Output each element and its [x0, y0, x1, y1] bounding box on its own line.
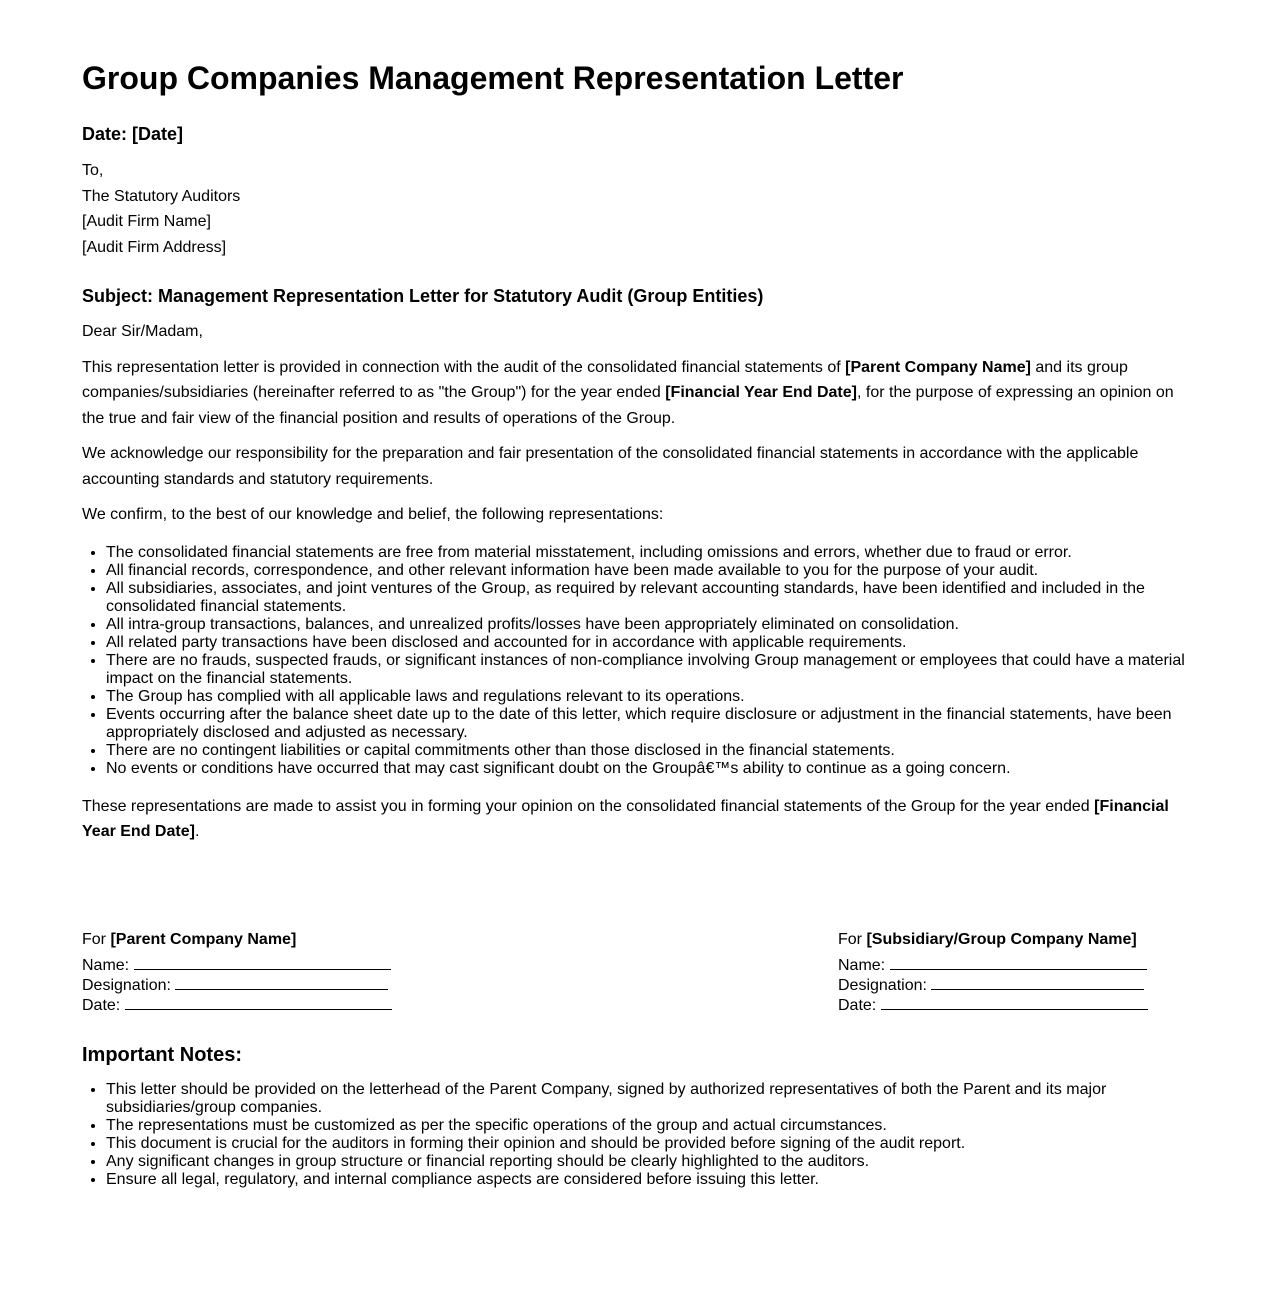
entity-name: [Subsidiary/Group Company Name]: [866, 930, 1137, 948]
list-item: • Ensure all legal, regulatory, and internal compliance aspects are considered before issuing this letter.: [106, 1171, 1188, 1189]
list-item: • Any significant changes in group structure or financial reporting should be clearly highlighted to the auditors.: [106, 1153, 1188, 1171]
list-item: • The representations must be customized as per the specific operations of the group and actual circumstances.: [106, 1117, 1188, 1135]
signature-block-subsidiary: [838, 931, 1148, 1015]
signature-for: [838, 931, 1148, 949]
name-line: [134, 955, 391, 970]
for-prefix: For: [82, 930, 111, 948]
list-item: • Events occurring after the balance sheet date up to the date of this letter, which require disclosure or adjustment in the financial statements, have been appropriately disclosed and adjusted as necessary.: [106, 706, 1188, 742]
important-notes: [82, 1043, 1188, 1189]
page-title: Group Companies Management Representation Letter: [82, 60, 904, 96]
date-sign-line: [125, 995, 392, 1010]
list-item: • This document is crucial for the auditors in forming their opinion and should be provided before signing of the audit report.: [106, 1135, 1188, 1153]
list-item: • All related party transactions have been disclosed and accounted for in accordance with applicable requirements.: [106, 634, 1188, 652]
list-item: • The consolidated financial statements are free from material misstatement, including omissions and errors, whether due to fraud or error.: [106, 544, 1188, 562]
list-item: • All financial records, correspondence, and other relevant information have been made available to you for the purpose of your audit.: [106, 562, 1188, 580]
acknowledgement-paragraph: We acknowledge our responsibility for the preparation and fair presentation of the consolidated financial statements in accordance with the applicable accounting standards and statutory requirements.: [82, 445, 1139, 488]
list-item: • This letter should be provided on the letterhead of the Parent Company, signed by authorized representatives of both the Parent and its major subsidiaries/group companies.: [106, 1081, 1188, 1117]
intro-text: , for the purpose of expressing an opinion on the true and fair view of the financial position and results of operations of the Group.: [82, 384, 1174, 427]
for-prefix: For: [838, 930, 867, 948]
signature-for: [82, 931, 392, 949]
closing-text: These representations are made to assist you in forming your opinion on the consolidated financial statements of the Group for the year ended: [82, 797, 1095, 815]
list-item: • There are no contingent liabilities or capital commitments other than those disclosed in the financial statements.: [106, 742, 1188, 760]
year-end-placeholder: [Financial Year End Date]: [82, 797, 1169, 840]
designation-line: [175, 975, 388, 990]
list-item: • No events or conditions have occurred that may cast significant doubt on the Groupâ€™s ability to continue as a going concern.: [106, 760, 1188, 778]
date-label: Date:: [838, 996, 877, 1014]
address-line: [Audit Firm Address]: [82, 238, 227, 256]
name-label: Name:: [838, 956, 886, 974]
name-row: [82, 955, 392, 975]
designation-label: Designation:: [82, 976, 171, 994]
parent-company-placeholder: [Parent Company Name]: [845, 358, 1031, 376]
address-line: To,: [82, 162, 104, 179]
notes-heading: Important Notes:: [82, 1043, 242, 1066]
list-item: • All intra-group transactions, balances, and unrealized profits/losses have been appropriately eliminated on consolidation.: [106, 616, 1188, 634]
address-line: [Audit Firm Name]: [82, 213, 211, 230]
list-item: • There are no frauds, suspected frauds, or significant instances of non-compliance involving Group management or employees that could have a material impact on the financial statements.: [106, 652, 1188, 688]
subject-line: Subject: Management Representation Letter for Statutory Audit (Group Entities): [82, 286, 764, 306]
notes-list: [82, 1081, 1188, 1189]
closing-end: .: [194, 823, 200, 840]
intro-paragraph: [82, 355, 1188, 432]
year-end-placeholder: [Financial Year End Date]: [665, 384, 857, 401]
date-line: Date: [Date]: [82, 124, 184, 144]
intro-text: This representation letter is provided in connection with the audit of the consolidated financial statements of: [82, 358, 846, 376]
address-line: The Statutory Auditors: [82, 187, 241, 205]
date-sign-line: [881, 995, 1148, 1010]
confirm-paragraph: We confirm, to the best of our knowledge and belief, the following representations:: [82, 506, 664, 523]
list-item: • The Group has complied with all applicable laws and regulations relevant to its operations.: [106, 688, 1188, 706]
salutation: Dear Sir/Madam,: [82, 323, 203, 340]
date-label: Date:: [82, 996, 121, 1014]
name-label: Name:: [82, 956, 130, 974]
closing-paragraph: [82, 794, 1188, 845]
signature-block-parent: [82, 931, 392, 1015]
date-row: [838, 995, 1148, 1015]
entity-name: [Parent Company Name]: [110, 930, 297, 948]
designation-line: [931, 975, 1144, 990]
designation-row: [838, 975, 1148, 995]
name-line: [890, 955, 1147, 970]
name-row: [838, 955, 1148, 975]
designation-row: [82, 975, 392, 995]
signature-section: [82, 931, 1188, 1031]
intro-text: and its group companies/subsidiaries (hereinafter referred to as "the Group") for the year ended: [82, 358, 1128, 401]
recipient-address: [82, 158, 1188, 260]
date-row: [82, 995, 392, 1015]
representations-list: [82, 544, 1188, 778]
list-item: • All subsidiaries, associates, and joint ventures of the Group, as required by relevant accounting standards, have been identified and included in the consolidated financial statements.: [106, 580, 1188, 616]
designation-label: Designation:: [838, 976, 927, 994]
